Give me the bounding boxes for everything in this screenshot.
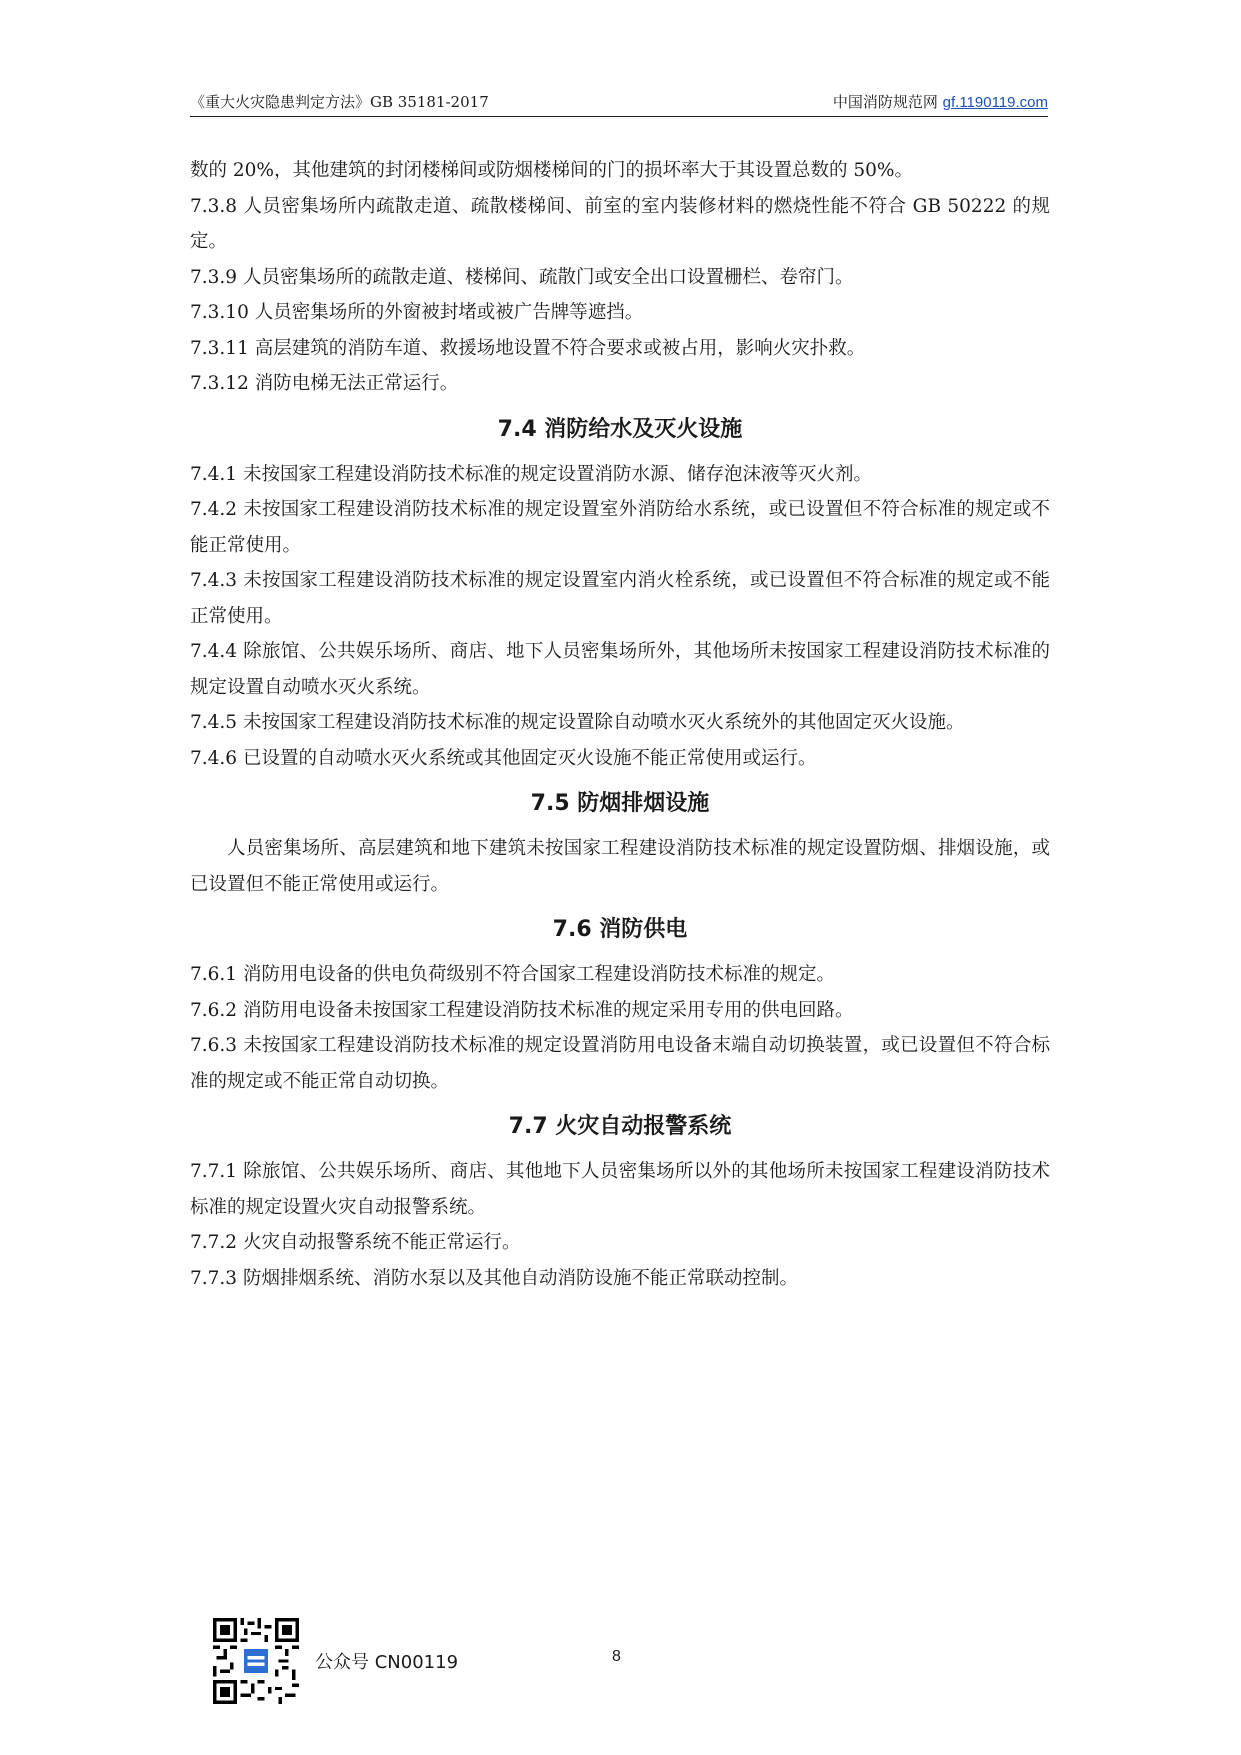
section-heading-7-4: 7.4 消防给水及灭火设施 <box>497 416 743 442</box>
clause-7-6-3: 7.6.3 未按国家工程建设消防技术标准的规定设置消防用电设备末端自动切换装置，或已设置但不符合标准的规定或不能正常自动切换。 <box>190 1035 1050 1092</box>
site-link[interactable]: gf.1190119.com <box>942 94 1048 111</box>
document-title: 《重大火灾隐患判定方法》GB 35181-2017 <box>190 93 489 111</box>
page-content <box>190 153 1050 1296</box>
clause-7-3-9: 7.3.9 人员密集场所的疏散走道、楼梯间、疏散门或安全出口设置栅栏、卷帘门。 <box>190 266 854 288</box>
clause-7-4-2: 7.4.2 未按国家工程建设消防技术标准的规定设置室外消防给水系统，或已设置但不符合标准的规定或不能正常使用。 <box>190 499 1050 556</box>
clause-7-6-1: 7.6.1 消防用电设备的供电负荷级别不符合国家工程建设消防技术标准的规定。 <box>190 964 835 985</box>
site-name: 中国消防规范网 <box>832 93 938 111</box>
clause-7-3-10: 7.3.10 人员密集场所的外窗被封堵或被广告牌等遮挡。 <box>190 302 644 323</box>
clause-7-7-3: 7.7.3 防烟排烟系统、消防水泵以及其他自动消防设施不能正常联动控制。 <box>190 1267 798 1289</box>
page-header <box>190 88 1048 117</box>
clause-7-3-11: 7.3.11 高层建筑的消防车道、救援场地设置不符合要求或被占用，影响火灾扑救。 <box>190 337 866 359</box>
page-number: 8 <box>612 1648 621 1665</box>
clause-7-3-12: 7.3.12 消防电梯无法正常运行。 <box>190 373 459 394</box>
section-heading-7-6: 7.6 消防供电 <box>552 917 688 942</box>
section-heading-7-7: 7.7 火灾自动报警系统 <box>508 1114 732 1139</box>
clause-7-4-6: 7.4.6 已设置的自动喷水灭火系统或其他固定灭火设施不能正常使用或运行。 <box>190 747 817 769</box>
qr-code-icon <box>213 1618 299 1704</box>
clause-7-7-1: 7.7.1 除旅馆、公共娱乐场所、商店、其他地下人员密集场所以外的其他场所未按国家工程建设消防技术标准的规定设置火灾自动报警系统。 <box>190 1161 1050 1218</box>
clause-7-4-3: 7.4.3 未按国家工程建设消防技术标准的规定设置室内消火栓系统，或已设置但不符合标准的规定或不能正常使用。 <box>190 570 1050 627</box>
clause-7-4-1: 7.4.1 未按国家工程建设消防技术标准的规定设置消防水源、储存泡沫液等灭火剂。 <box>190 463 872 485</box>
clause-7-4-5: 7.4.5 未按国家工程建设消防技术标准的规定设置除自动喷水灭火系统外的其他固定灭火设施。 <box>190 712 965 733</box>
clause-7-6-2: 7.6.2 消防用电设备未按国家工程建设消防技术标准的规定采用专用的供电回路。 <box>190 999 854 1021</box>
wechat-account: 公众号 CN00119 <box>315 1652 459 1673</box>
clause-7-7-2: 7.7.2 火灾自动报警系统不能正常运行。 <box>190 1232 521 1253</box>
clause-7-3-8: 7.3.8 人员密集场所内疏散走道、疏散楼梯间、前室的室内装修材料的燃烧性能不符合 GB 50222 的规定。 <box>190 195 1050 252</box>
clause-7-4-4: 7.4.4 除旅馆、公共娱乐场所、商店、地下人员密集场所外，其他场所未按国家工程建设消防技术标准的规定设置自动喷水灭火系统。 <box>190 641 1050 698</box>
header-site <box>833 91 1048 112</box>
paragraph-continued: 数的 20%，其他建筑的封闭楼梯间或防烟楼梯间的门的损坏率大于其设置总数的 50%。 <box>190 160 914 181</box>
section-7-5-body: 人员密集场所、高层建筑和地下建筑未按国家工程建设消防技术标准的规定设置防烟、排烟设施，或已设置但不能正常使用或运行。 <box>190 838 1050 895</box>
section-heading-7-5: 7.5 防烟排烟设施 <box>530 791 710 816</box>
